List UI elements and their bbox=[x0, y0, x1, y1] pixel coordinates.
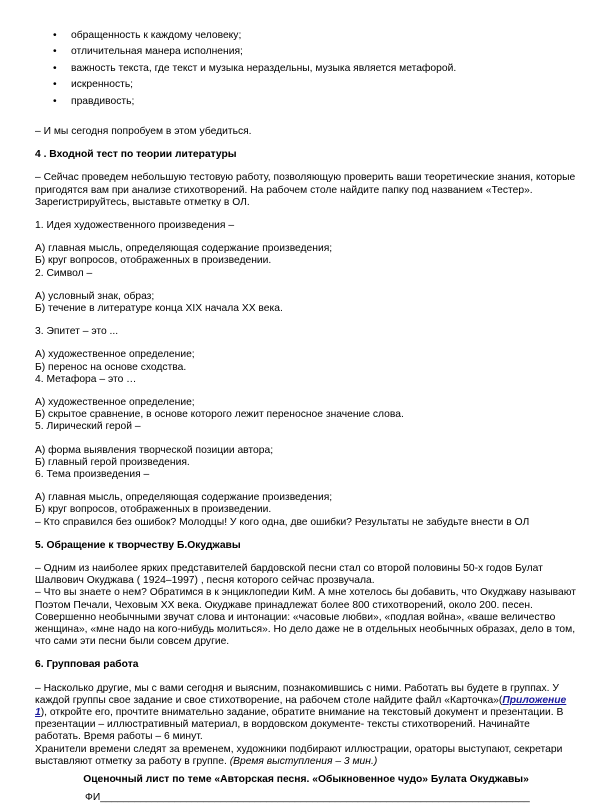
test-question: 1. Идея художественного произведения – bbox=[35, 219, 235, 231]
section-5-paragraph: – Одним из наиболее ярких представителей бардовской песни стал со второй половины 50-х годов Булат Шалвович Окуджава ( 1924–1997) , песня которого сейчас прозвучала. bbox=[35, 563, 543, 587]
test-answer: А) главная мысль, определяющая содержание произведения; bbox=[35, 243, 333, 255]
test-answer: А) главная мысль, определяющая содержание произведения; bbox=[35, 492, 333, 504]
section-4-intro: – Сейчас проведем небольшую тестовую работу, позволяющую проверить ваши теоретические знания, которые пригодятся вам при анализе стихотворений. На рабочем столе найдите папку под названием «Тестер». Зарегистрируйтесь, выставьте отметку в ОЛ. bbox=[35, 172, 576, 208]
test-answer: А) художественное определение; bbox=[35, 397, 195, 408]
section-6-paragraph: Хранители времени следят за временем, художники подбирают иллюстрации, ораторы выступают, секретари выставляют отметку за работу в группе. (Время выступления – 3 мин.) bbox=[35, 743, 563, 767]
list-item: • обращенность к каждому человеку; bbox=[53, 30, 242, 41]
test-answer: А) форма выявления творческой позиции автора; bbox=[35, 444, 274, 456]
test-answer: Б) главный герой произведения. bbox=[35, 456, 190, 468]
evaluation-sheet-title: Оценочный лист по теме «Авторская песня. «Обыкновенное чудо» Булата Окуджавы» bbox=[83, 774, 529, 786]
list-item: • важность текста, где текст и музыка нераздельны, музыка является метафорой. bbox=[53, 62, 457, 74]
test-answer: Б) перенос на основе сходства. bbox=[35, 361, 187, 373]
test-answer: А) условный знак, образ; bbox=[35, 290, 155, 302]
test-answer: Б) круг вопросов, отображенных в произведении. bbox=[35, 504, 272, 516]
bullet-icon: • bbox=[53, 62, 57, 74]
time-note: (Время выступления – 3 мин.) bbox=[229, 755, 378, 767]
test-answer: Б) круг вопросов, отображенных в произведении. bbox=[35, 255, 272, 267]
list-item: • отличительная манера исполнения; bbox=[53, 46, 243, 58]
name-line: ФИ___________________________________________________________________________ bbox=[85, 792, 530, 804]
test-question: 2. Символ – bbox=[35, 267, 93, 279]
list-item: • правдивость; bbox=[53, 95, 135, 107]
test-answer: Б) скрытое сравнение, в основе которого лежит переносное значение слова. bbox=[35, 409, 404, 421]
section-5-paragraph: – Что вы знаете о нем? Обратимся в к энциклопедии КиМ. А мне хотелось бы добавить, что Окуджаву называют Поэтом Печали, Чеховым ХХ века. Окуджаве принадлежат более 800 стихотворений, около 200. песен. Совершенно необычными звучат слова и интонации: «часовые любви», «подлая война», «ваше величество женщина», «мне надо на кого-нибудь молиться». Но дело даже не в отдельных необычных образах, дело в том, что сами эти песни были совсем другие. bbox=[35, 587, 576, 648]
bullet-icon: • bbox=[53, 30, 57, 41]
intro-conclusion: – И мы сегодня попробуем в этом убедиться. bbox=[35, 125, 252, 137]
bullet-icon: • bbox=[53, 95, 57, 107]
test-question: 6. Тема произведения – bbox=[35, 469, 150, 481]
test-question: 4. Метафора – это … bbox=[35, 373, 137, 385]
test-question: 3. Эпитет – это ... bbox=[35, 326, 119, 338]
bullet-icon: • bbox=[53, 79, 57, 91]
section-6-paragraph: – Насколько другие, мы с вами сегодня и выясним, познакомившись с ними. Работать вы будете в группах. У каждой группы свое задание и свое стихотворение, на рабочем столе найдите файл «Карточка»(Приложение 1), откройте его, прочтите внимательно задание, обратите внимание на текстовый документ и презентации. В презентации – иллюстративный материал, в вордовском документе- тексты стихотворений. Начинайте работать. Время работы – 6 минут. bbox=[35, 682, 567, 743]
section-6-heading: 6. Групповая работа bbox=[35, 659, 139, 671]
section-4-heading: 4 . Входной тест по теории литературы bbox=[35, 149, 237, 161]
qualities-list bbox=[35, 30, 577, 108]
document-body bbox=[35, 30, 577, 804]
appendix-link[interactable]: Приложение 1 bbox=[35, 694, 567, 719]
test-question: 5. Лирический герой – bbox=[35, 421, 141, 433]
test-answer: А) художественное определение; bbox=[35, 349, 195, 361]
bullet-icon: • bbox=[53, 46, 57, 58]
section-5-heading: 5. Обращение к творчеству Б.Окуджавы bbox=[35, 539, 241, 551]
list-item: • искренность; bbox=[53, 79, 134, 91]
section-4-outro: – Кто справился без ошибок? Молодцы! У кого одна, две ошибки? Результаты не забудьте внести в ОЛ bbox=[35, 516, 530, 528]
test-answer: Б) течение в литературе конца XIX начала XX века. bbox=[35, 302, 283, 314]
